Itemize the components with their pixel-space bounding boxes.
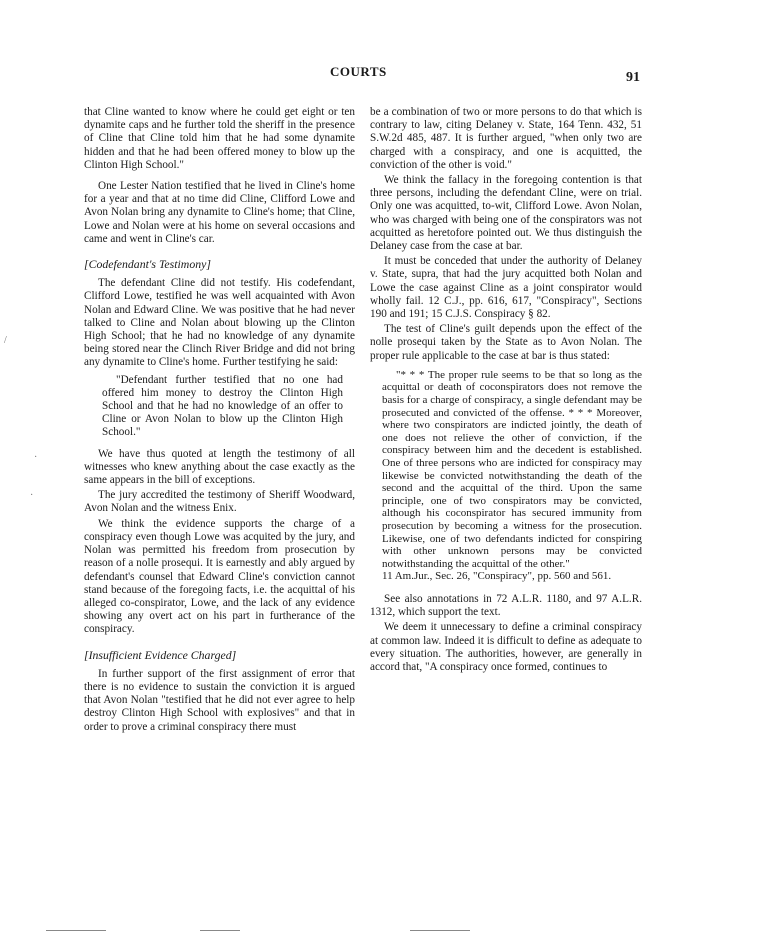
section-heading-codefendant-testimony: [Codefendant's Testimony]	[84, 257, 211, 272]
left-paragraph-5: The jury accredited the testimony of Sheriff Woodward, Avon Nolan and the witness Enix.	[84, 489, 355, 515]
page-number: 91	[626, 70, 640, 85]
scan-edge-rule	[46, 930, 106, 931]
block-quote-citation: 11 Am.Jur., Sec. 26, "Conspiracy", pp. 560 and 561.	[382, 570, 612, 583]
scan-edge-rule	[200, 930, 240, 931]
left-paragraph-2: One Lester Nation testified that he lived in Cline's home for a year and that at no time did Cline, Clifford Lowe and Avon Nolan bring any dynamite to Cline's home; that Cline, Lowe and Nolan were at his home on several occasions and came and went in Cline's car.	[84, 180, 355, 245]
right-paragraph-3: It must be conceded that under the authority of Delaney v. State, supra, that had the jury acquitted both Nolan and Lowe the case against Cline as a joint conspirator would wholly fail. 12 C.J., pp. 616, 617, "Conspiracy", Sections 190 and 191; 15 C.J.S. Conspiracy § 82.	[370, 255, 642, 321]
right-paragraph-4: The test of Cline's guilt depends upon the effect of the nolle prosequi taken by the State as to Avon Nolan. The proper rule applicable to the case at bar is thus stated:	[370, 323, 642, 362]
block-quote-text: "* * * The proper rule seems to be that so long as the acquittal or death of coconspirators does not remove the basis for a charge of conspiracy, a single defendant may be prosecuted and convicted of the offense. * * * Moreover, where two conspirators are indicted jointly, the death of one does not relieve the other of conviction, if the conspiracy between him and the decedent is established. One of three persons who are indicted for conspiracy may likewise be convicted notwithstanding the death of the second and the acquittal of the third. Upon the same principle, one of two conspirators may be convicted, although his coconspirator has secured immunity from prosecution by becoming a witness for the prosecution. Likewise, one of two defendants indicted for conspiring with other unknown persons may be convicted notwithstanding the acquittal of the other."	[382, 368, 642, 570]
margin-speck: ·	[30, 490, 34, 501]
right-column	[370, 106, 642, 676]
right-paragraph-1: be a combination of two or more persons to do that which is contrary to law, citing Delaney v. State, 164 Tenn. 432, 51 S.W.2d 485, 487. It is further argued, "when only two are charged with a conspiracy, and one is acquitted, the conviction of the other is void."	[370, 106, 642, 171]
running-head: COURTS	[330, 64, 387, 79]
left-column	[84, 106, 355, 736]
right-paragraph-5: See also annotations in 72 A.L.R. 1180, and 97 A.L.R. 1312, which support the text.	[370, 592, 642, 619]
margin-speck: ·	[34, 452, 38, 463]
right-paragraph-6: We deem it unnecessary to define a criminal conspiracy at common law. Indeed it is difficult to define as adequate to every situation. The authorities, however, are generally in accord that, "A conspiracy once formed, continues to	[370, 621, 642, 673]
scan-edge-rule	[410, 930, 470, 931]
block-quote-am-jur	[382, 369, 642, 583]
right-paragraph-2: We think the fallacy in the foregoing contention is that three persons, including the defendant Cline, were on trial. Only one was acquitted, to-wit, Clifford Lowe. Avon Nolan, who was charged with being one of the conspirators was not acquitted as heretofore pointed out. We thus distinguish the Delaney case from the case at bar.	[370, 174, 642, 253]
left-paragraph-3: The defendant Cline did not testify. His codefendant, Clifford Lowe, testified he was well acquainted with Avon Nolan and Edward Cline. We was positive that he had never talked to Cline and Nolan about blowing up the Clinton High School; that he had no knowledge of any dynamite being stored near the Clinch River Bridge and did not bring any dynamite to Cline's home. Further testifying he said:	[84, 277, 355, 369]
section-heading-insufficient-evidence: [Insufficient Evidence Charged]	[84, 647, 237, 662]
left-paragraph-4: We have thus quoted at length the testimony of all witnesses who knew anything about the case exactly as the same appears in the bill of exceptions.	[84, 447, 355, 487]
margin-speck: /	[4, 335, 7, 346]
block-quote-lowe-testimony: "Defendant further testified that no one had offered him money to destroy the Clinton High School and that he had no knowledge of an offer to Cline or Avon Nolan to blow up the Clinton High School."	[102, 373, 343, 439]
left-paragraph-1: that Cline wanted to know where he could get eight or ten dynamite caps and he further told the sheriff in the presence of Cline that Cline told him that he had some dynamite hidden and that he had been offered money to blow up the Clinton High School."	[84, 106, 355, 171]
left-paragraph-6: We think the evidence supports the charge of a conspiracy even though Lowe was acquited by the jury, and Nolan was permitted his freedom from prosecution by reason of a nolle prosequi. It is earnestly and ably argued by defendant's counsel that Edward Cline's conviction cannot stand because of the foregoing facts, i.e. the acquittal of his alleged co-conspirator, Lowe, and the lack of any evidence showing any overt act on his part in furtherance of the conspiracy.	[84, 517, 355, 636]
left-paragraph-7: In further support of the first assignment of error that there is no evidence to sustain the conviction it is argued that Avon Nolan "testified that he did not ever agree to help destroy Clinton High School with explosives" and that in order to prove a criminal conspiracy there must	[84, 667, 355, 733]
